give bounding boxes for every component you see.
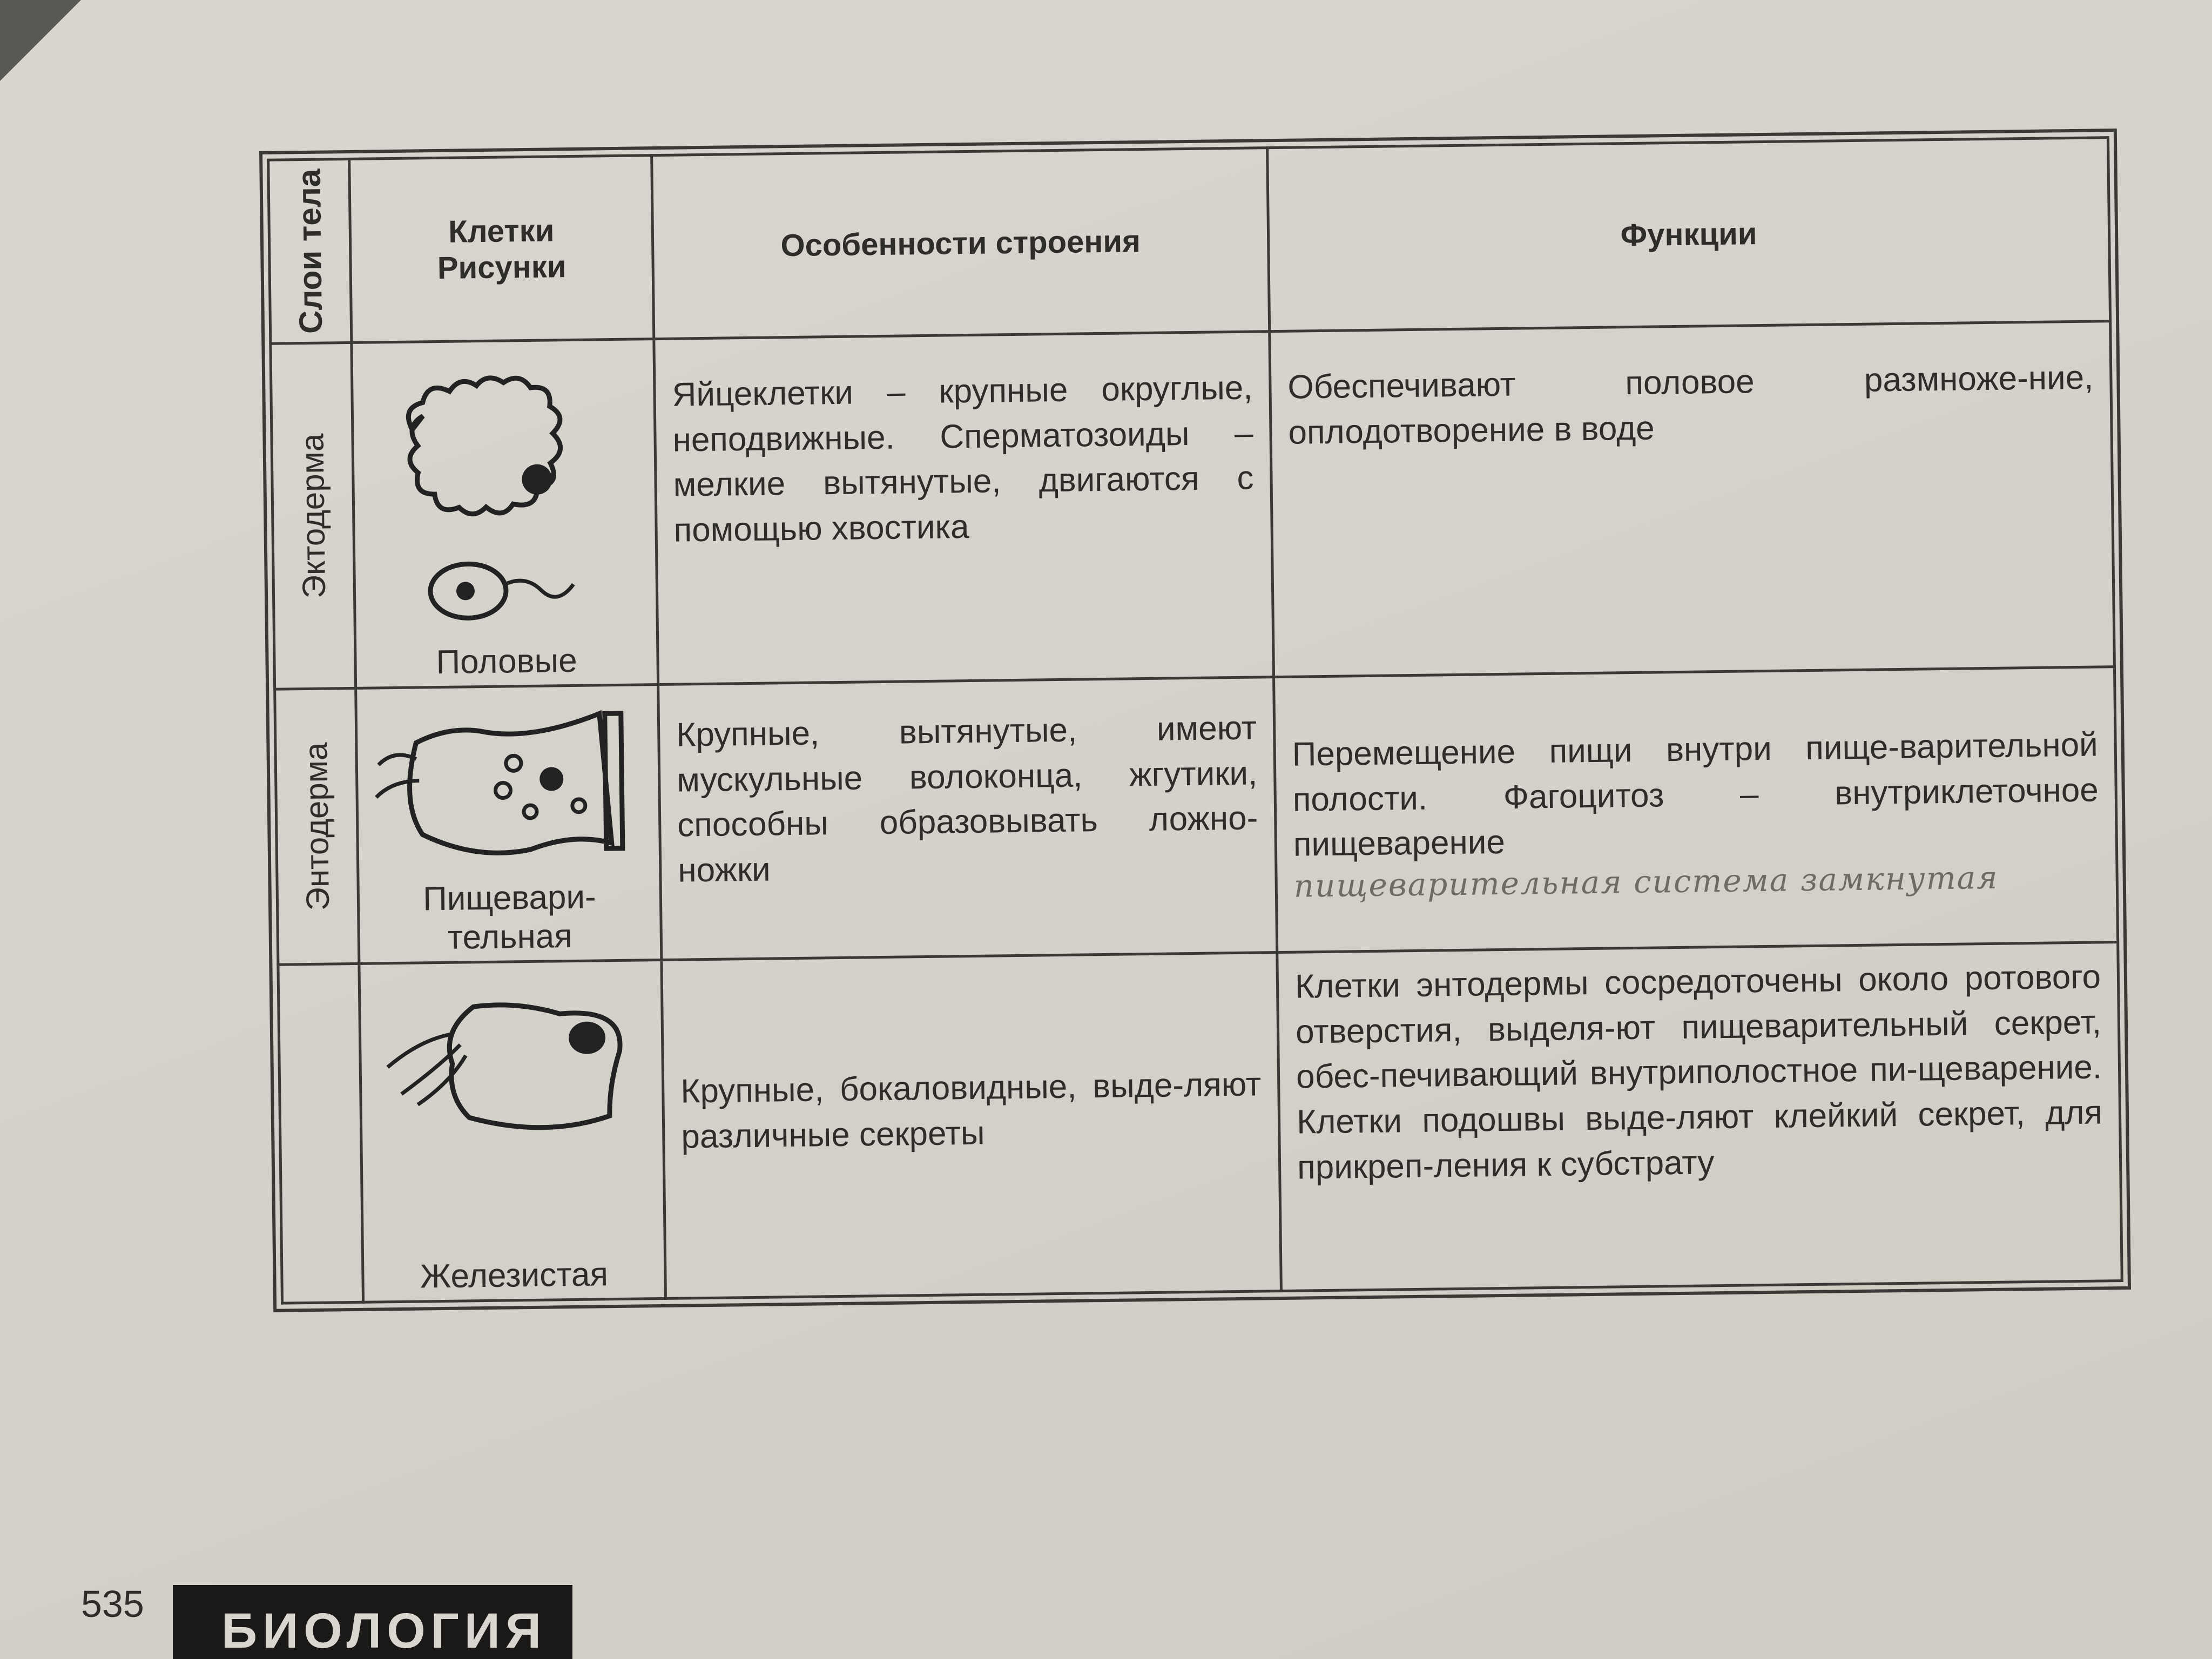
germ-cells-drawing <box>373 352 636 636</box>
page-corner-shadow <box>0 0 81 81</box>
table-header-row <box>268 138 2110 344</box>
header-functions: Функции <box>1267 138 2110 332</box>
layer-cell: Эктодерма <box>271 342 356 689</box>
layer-cell: Энтодерма <box>275 688 359 965</box>
handwritten-note: пищеварительная система замкнутая <box>1293 859 1999 905</box>
glandular-cell-drawing <box>370 972 653 1154</box>
section-label: БИОЛОГИЯ <box>173 1585 572 1659</box>
table-row <box>278 942 2122 1304</box>
cell-types-table <box>259 129 2131 1312</box>
header-cells: Клетки Рисунки <box>349 156 654 343</box>
functions-cell: Клетки энтодермы сосредоточены около ротового отверстия, выделя-ют пищеварительный секрет, обес-печивающий внутриполостное пи-щеварение. Клетки подошвы выде-ляют клейкий секрет, для прикреп-ления к субстрату <box>1277 942 2122 1291</box>
table-grid <box>267 136 2123 1305</box>
functions-cell: Обеспечивают половое размноже-ние, оплодотворение в воде <box>1270 321 2115 677</box>
structure-cell: Яйцеклетки – крупные округлые, неподвижные. Сперматозоиды – мелкие вытянутые, двигаются с помощью хвостика <box>654 332 1274 685</box>
sperm-nucleus-icon <box>456 582 474 600</box>
cell-label: Половые <box>436 642 578 681</box>
header-structure: Особенности строения <box>652 148 1270 339</box>
egg-nucleus-icon <box>522 464 552 495</box>
digestive-cell-drawing <box>367 697 650 862</box>
table-row <box>271 321 2115 690</box>
cell-label: Железистая <box>420 1255 609 1296</box>
layer-cell <box>278 963 363 1303</box>
table-row <box>275 667 2118 965</box>
structure-cell: Крупные, бокаловидные, выде-ляют различные секреты <box>662 953 1282 1299</box>
cell-label: Пищевари- тельная <box>422 878 597 956</box>
functions-cell: Перемещение пищи внутри пище-варительной полости. Фагоцитоз – внутриклеточное пищеварение пищеварительная система замкнутая <box>1274 667 2118 953</box>
page-number: 535 <box>81 1583 144 1625</box>
cell-drawing-cell <box>359 960 666 1303</box>
structure-cell: Крупные, вытянутые, имеют мускульные волоконца, жгутики, способны образовывать ложно-ножки <box>658 677 1277 960</box>
cell-drawing-cell <box>352 339 658 689</box>
cell-drawing-cell <box>356 685 662 964</box>
header-layer: Слои тела <box>268 159 352 343</box>
